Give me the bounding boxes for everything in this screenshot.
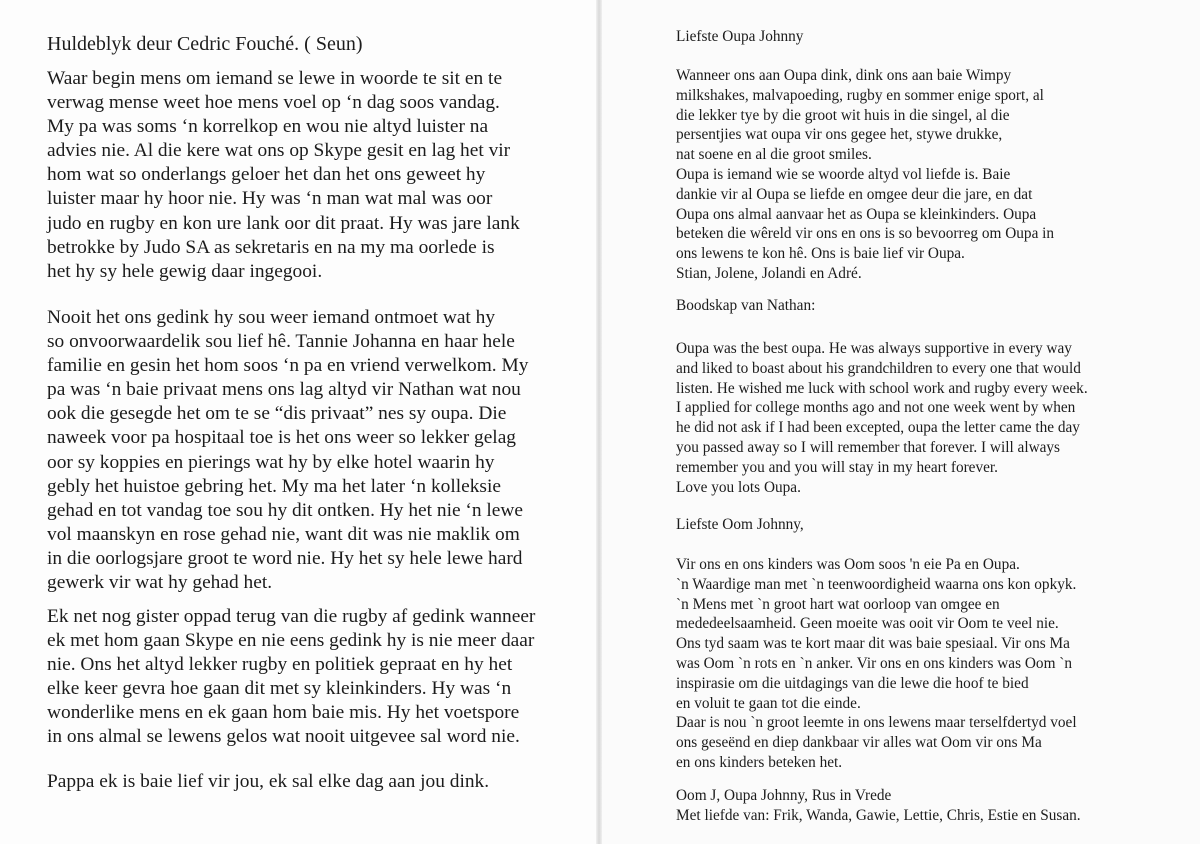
text-line: beteken die wêreld vir ons en ons is so bevoorreg om Oupa in — [676, 225, 1055, 243]
grandchildren-message-heading: Liefste Oupa Johnny — [676, 28, 804, 45]
text-line: en ons kinders beteken het. — [676, 753, 843, 771]
text-line: Wanneer ons aan Oupa dink, dink ons aan baie Wimpy — [676, 67, 1012, 84]
text-line: and liked to boast about his grandchildren to every one that would — [676, 359, 1081, 377]
text-line: verwag mense weet hoe mens voel op ‘n dag soos vandag. — [47, 92, 500, 114]
text-line: oor sy koppies en pierings wat hy by elke hotel waarin hy — [47, 451, 495, 473]
nathan-message-heading: Boodskap van Nathan: — [676, 297, 816, 314]
text-line: wonderlike mens en ek gaan hom baie mis. Hy het voetspore — [47, 702, 520, 724]
text-line: Oom J, Oupa Johnny, Rus in Vrede — [676, 787, 892, 804]
text-line: elke keer gevra hoe gaan dit met sy kleinkinders. Hy was ‘n — [47, 678, 512, 700]
text-line: Love you lots Oupa. — [676, 478, 801, 496]
text-line: Vir ons en ons kinders was Oom soos 'n eie Pa en Oupa. — [676, 556, 1020, 573]
text-line: persentjies wat oupa vir ons gegee het, stywe drukke, — [676, 126, 1003, 144]
text-line: Ons tyd saam was te kort maar dit was baie spesiaal. Vir ons Ma — [676, 635, 1070, 653]
text-line: Met liefde van: Frik, Wanda, Gawie, Lettie, Chris, Estie en Susan. — [676, 806, 1081, 824]
text-line: ons geseënd en diep dankbaar vir alles wat Oom vir ons Ma — [676, 734, 1042, 752]
text-line: luister maar hy hoor nie. Hy was ‘n man wat mal was oor — [47, 188, 493, 210]
text-line: in die oorlogsjare groot te word nie. Hy het sy hele lewe hard — [47, 547, 523, 569]
text-line: milkshakes, malvapoeding, rugby en sommer enige sport, al — [676, 86, 1044, 104]
text-line: Oupa was the best oupa. He was always supportive in every way — [676, 340, 1072, 357]
text-line: mededeelsaamheid. Geen moeite was ooit vir Oom te veel nie. — [676, 615, 1059, 633]
text-line: `n Waardige man met `n teenwoordigheid waarna ons kon opkyk. — [676, 575, 1077, 593]
tribute-paragraph-4 — [47, 770, 489, 794]
text-line: listen. He wished me luck with school work and rugby every week. — [676, 379, 1088, 397]
text-line: nie. Ons het altyd lekker rugby en politiek gepraat en hy het — [47, 654, 513, 676]
text-line: het hy sy hele gewig daar ingegooi. — [47, 260, 323, 282]
tribute-paragraph-3 — [47, 605, 535, 750]
text-line: naweek voor pa hospitaal toe is het ons weer so lekker gelag — [47, 427, 516, 449]
text-line: Oupa ons almal aanvaar het as Oupa se kleinkinders. Oupa — [676, 205, 1037, 223]
text-line: betrokke by Judo SA as sekretaris en na my ma oorlede is — [47, 236, 495, 258]
text-line: pa was ‘n baie privaat mens ons lag altyd vir Nathan wat nou — [47, 379, 521, 401]
text-line: I applied for college months ago and not one week went by when — [676, 399, 1076, 417]
tribute-title: Huldeblyk deur Cedric Fouché. ( Seun) — [47, 33, 363, 55]
text-line: gebly het huistoe gebring het. My ma het later ‘n kolleksie — [47, 475, 501, 497]
tribute-paragraph-2 — [47, 306, 528, 595]
text-line: he did not ask if I had been excepted, oupa the letter came the day — [676, 419, 1080, 437]
text-line: ook die gesegde het om te se “dis privaat” nes sy oupa. Die — [47, 403, 507, 425]
text-line: gehad en tot vandag toe sou hy dit ontken. Hy het nie ‘n lewe — [47, 499, 524, 521]
text-line: advies nie. Al die kere wat ons op Skype gesit en lag het vir — [47, 140, 511, 162]
text-line: judo en rugby en kon ure lank oor dit praat. Hy was jare lank — [47, 212, 520, 234]
family-message-heading: Liefste Oom Johnny, — [676, 516, 804, 533]
page-fold — [596, 0, 602, 844]
text-line: en voluit te gaan tot die einde. — [676, 694, 861, 712]
text-line: die lekker tye by die groot wit huis in die singel, al die — [676, 106, 1010, 124]
text-line: ons lewens te kon hê. Ons is baie lief vir Oupa. — [676, 245, 965, 263]
text-line: `n Mens met `n groot hart wat oorloop van omgee en — [676, 595, 1000, 613]
text-line: vol maanskyn en rose gehad nie, want dit was nie maklik om — [47, 523, 520, 545]
text-line: dankie vir al Oupa se liefde en omgee deur die jare, en dat — [676, 185, 1033, 203]
text-line: Daar is nou `n groot leemte in ons lewens maar terselfdertyd voel — [676, 714, 1077, 732]
nathan-message-body — [676, 339, 1088, 497]
text-line: remember you and you will stay in my heart forever. — [676, 458, 998, 476]
family-message-body — [676, 555, 1077, 773]
text-line: you passed away so I will remember that forever. I will always — [676, 438, 1061, 456]
text-line: inspirasie om die uitdagings van die lewe die hoof te bied — [676, 674, 1029, 692]
grandchildren-message-body — [676, 66, 1054, 284]
tribute-paragraph-1 — [47, 67, 520, 284]
text-line: Pappa ek is baie lief vir jou, ek sal elke dag aan jou dink. — [47, 771, 490, 792]
text-line: My pa was soms ‘n korrelkop en wou nie altyd luister na — [47, 116, 489, 138]
text-line: Nooit het ons gedink hy sou weer iemand ontmoet wat hy — [47, 307, 496, 328]
text-line: was Oom `n rots en `n anker. Vir ons en ons kinders was Oom `n — [676, 654, 1073, 672]
text-line: Waar begin mens om iemand se lewe in woorde te sit en te — [47, 68, 503, 89]
text-line: in ons almal se lewens gelos wat nooit uitgevee sal word nie. — [47, 726, 520, 748]
text-line: Stian, Jolene, Jolandi en Adré. — [676, 264, 862, 282]
text-line: ek met hom gaan Skype en nie eens gedink hy is nie meer daar — [47, 630, 535, 652]
text-line: nat soene en al die groot smiles. — [676, 146, 872, 164]
text-line: familie en gesin het hom soos ‘n pa en vriend verwelkom. My — [47, 355, 529, 377]
text-line: Ek net nog gister oppad terug van die rugby af gedink wanneer — [47, 606, 536, 627]
text-line: gewerk vir wat hy gehad het. — [47, 572, 273, 594]
closing-signature — [676, 786, 1081, 826]
text-line: Oupa is iemand wie se woorde altyd vol liefde is. Baie — [676, 165, 1011, 183]
text-line: so onvoorwaardelik sou lief hê. Tannie Johanna en haar hele — [47, 331, 515, 353]
text-line: hom wat so onderlangs geloer het dan het ons geweet hy — [47, 164, 486, 186]
